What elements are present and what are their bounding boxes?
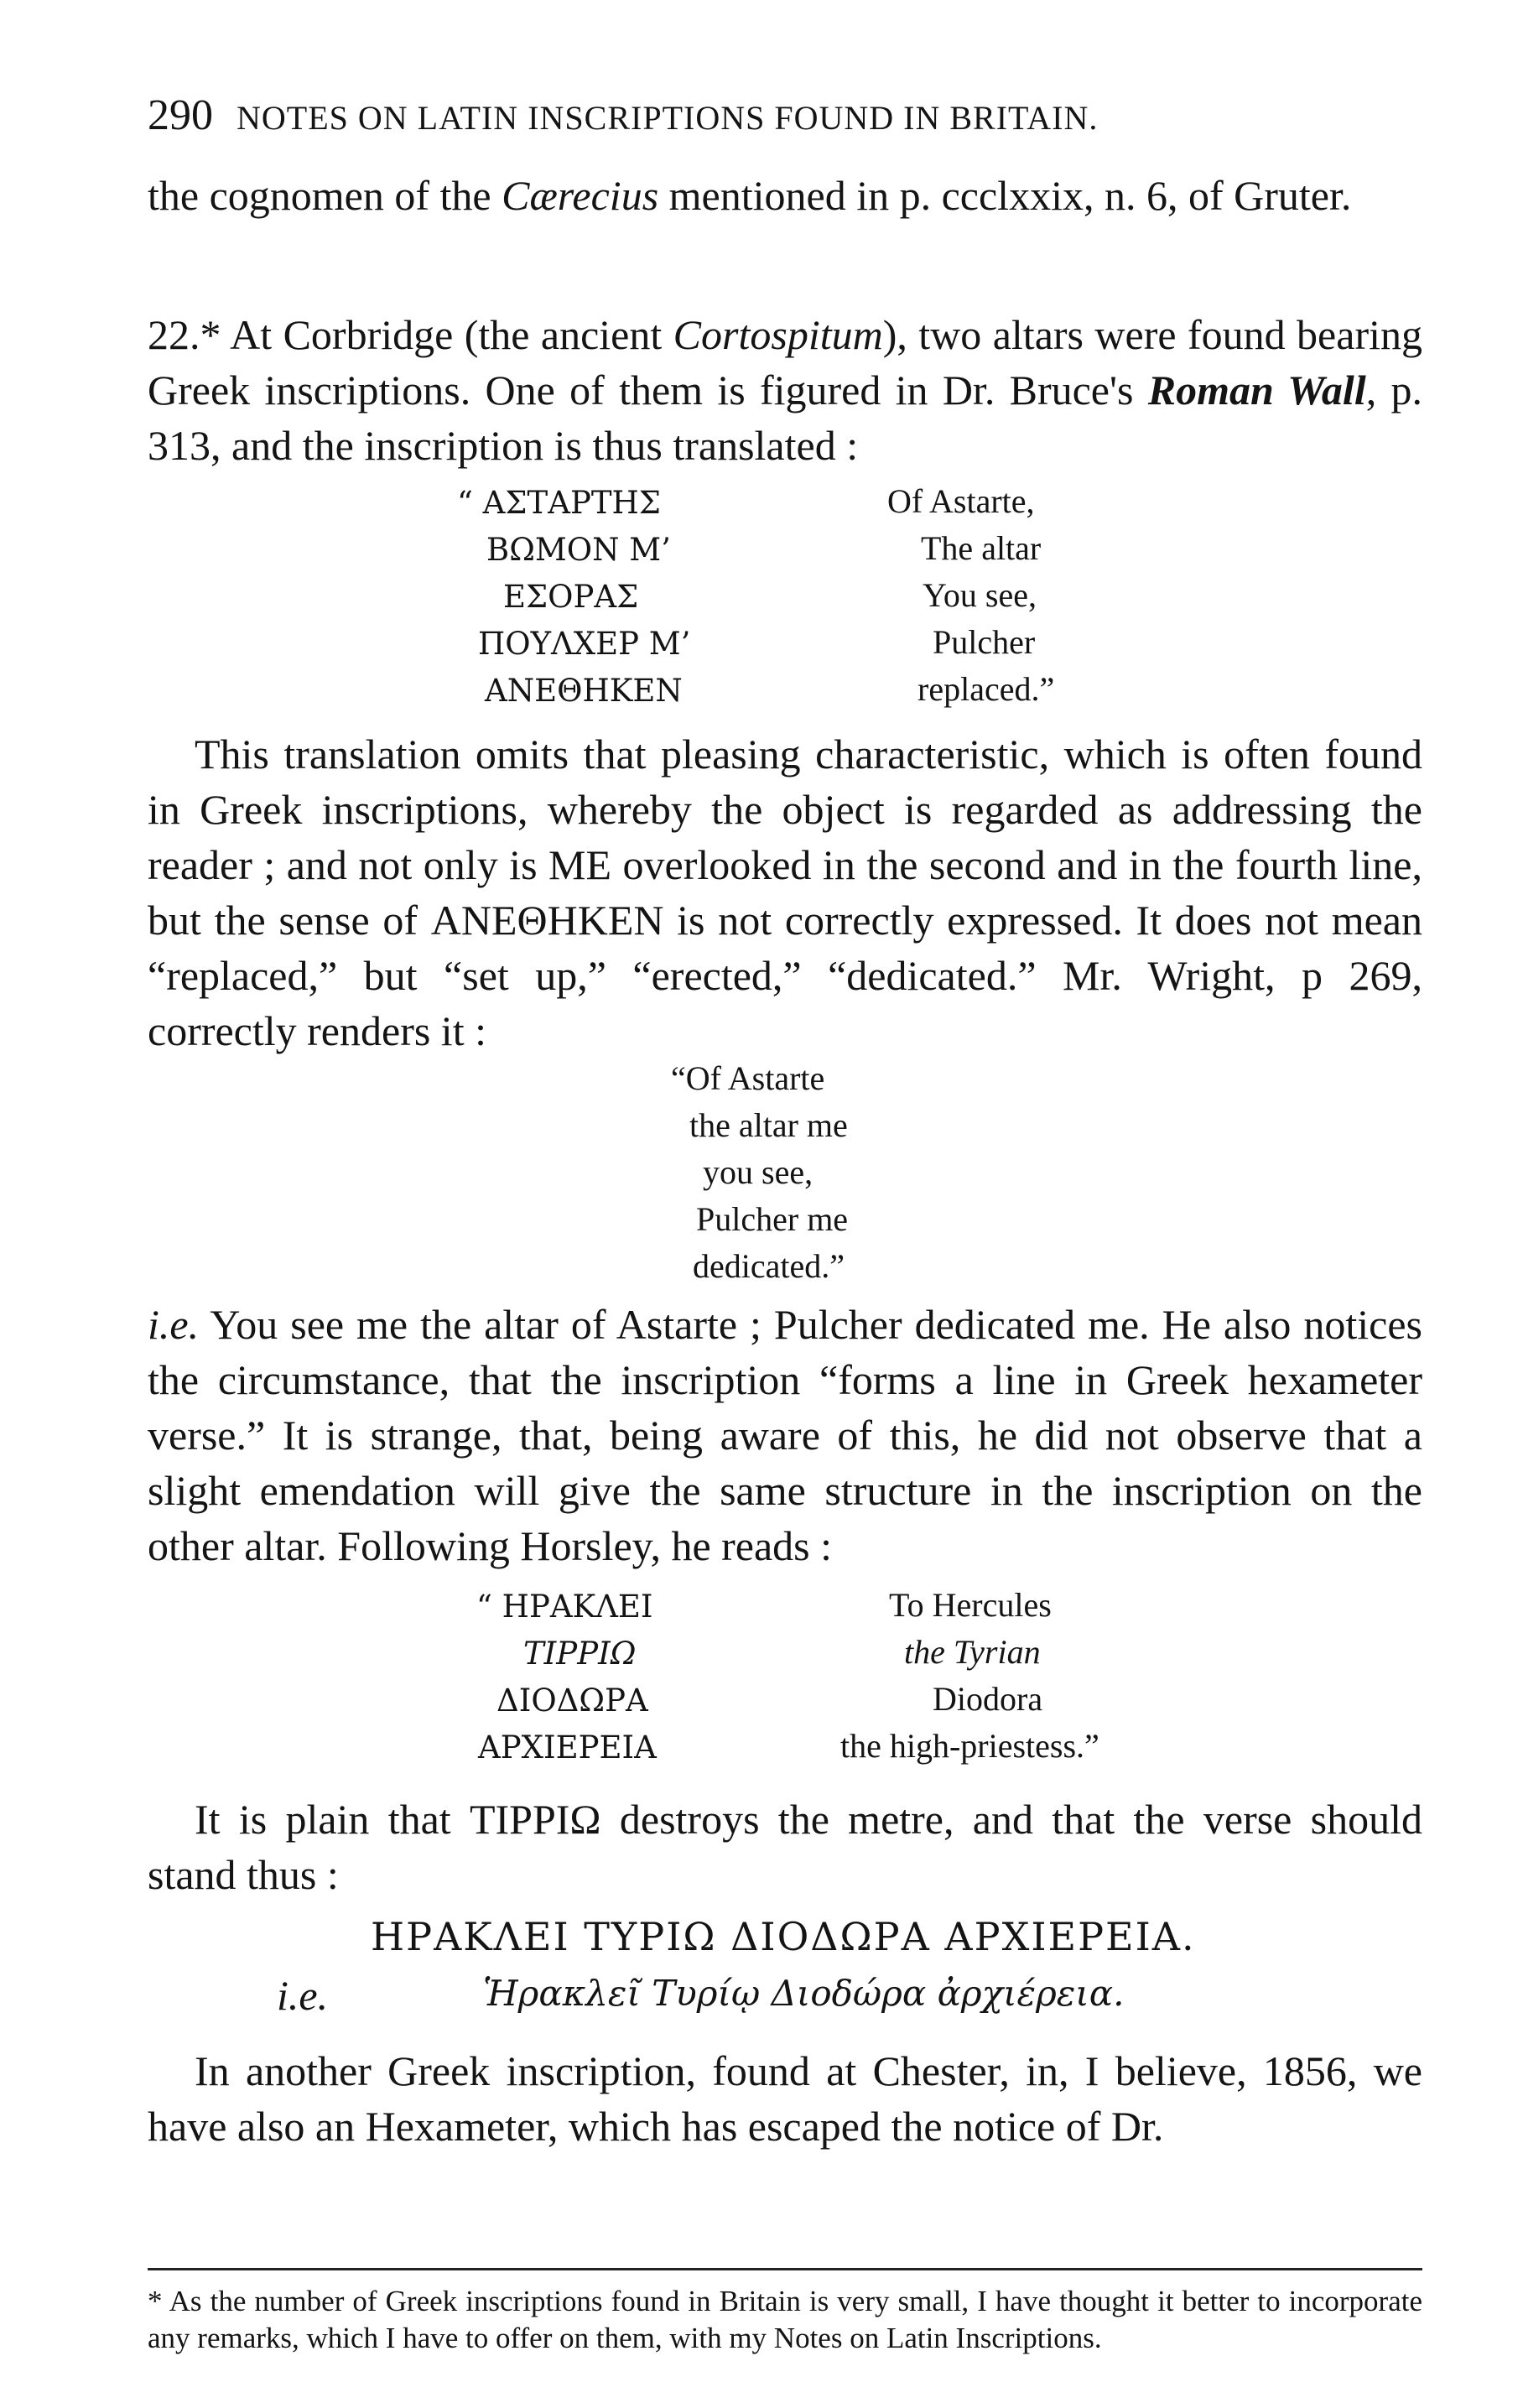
inscr1-english-line-5: replaced.” — [917, 670, 1055, 708]
footnote-rule — [148, 2268, 1422, 2270]
para1-italic: Cærecius — [502, 172, 659, 219]
paragraph-hexameter — [148, 1297, 1422, 1573]
inscr2-greek-line-3: ΔΙΟΔΩΡΑ — [496, 1682, 648, 1719]
running-title: NOTES ON LATIN INSCRIPTIONS FOUND IN BRITAIN. — [237, 99, 1099, 137]
page-number: 290 — [148, 91, 213, 139]
inscr1-greek-line-3: ΕΣΟΡΑΣ — [503, 579, 639, 615]
para2-italic-place: Cortospitum — [673, 311, 883, 358]
inscr2-greek-line-1: “ ΗΡΑΚΛΕΙ — [476, 1589, 653, 1625]
corrected-verse-ie: i.e. — [277, 1972, 329, 2019]
footnote — [148, 2283, 1422, 2357]
running-header — [148, 91, 1098, 140]
para1-text-2: mentioned in p. ccclxxix, n. 6, of Gruter. — [658, 172, 1352, 219]
inscr1-english-line-4: Pulcher — [933, 623, 1036, 661]
inscr1-english-line-3: You see, — [923, 576, 1037, 614]
wright-line-4: Pulcher me — [696, 1200, 849, 1238]
inscr1-english-line-2: The altar — [921, 529, 1042, 567]
para3-text: This translation omits that pleasing characteristic, which is often found in Greek inscriptions, whereby the object is regarded as addressing the reader ; and not only is ΜΕ overlooked in the second and in the fourth line, but the sense of ΑΝΕΘΗΚΕΝ is not correctly expressed. It does not mean “replaced,” but “set up,” “erected,” “dedicated.” Mr. Wright, p 269, correctly renders it : — [148, 731, 1422, 1054]
inscr1-greek-line-4: ΠΟΥΛΧΕΡ Μ’ — [478, 626, 691, 662]
inscr2-english-line-1: To Hercules — [889, 1586, 1052, 1624]
para6-text: In another Greek inscription, found at Chester, in, I believe, 1856, we have also an Hexameter, which has escaped the notice of Dr. — [148, 2047, 1422, 2150]
footnote-text: * As the number of Greek inscriptions found in Britain is very small, I have thought it better to incorporate any remarks, which I have to offer on them, with my Notes on Latin Inscriptions. — [148, 2285, 1422, 2354]
inscr1-greek-line-1: “ ΑΣΤΑΡΤΗΣ — [457, 485, 661, 521]
paragraph-metre — [148, 1792, 1422, 1902]
para2-text-3: , p. 313, and the inscription is thus translated : — [148, 367, 1423, 469]
corrected-verse-minuscule: Ἡρακλεῖ Τυρίῳ Διοδώρα ἀρχιέρεια. — [483, 1973, 1125, 2014]
inscr1-greek-line-2: ΒΩΜΟΝ Μ’ — [486, 532, 671, 568]
corrected-verse-capitals: ΗΡΑΚΛΕΙ ΤΥΡΙΩ ΔΙΟΔΩΡΑ ΑΡΧΙΕΡΕΙΑ. — [371, 1914, 1196, 1959]
inscr1-greek-line-5: ΑΝΕΘΗΚΕΝ — [485, 673, 683, 709]
inscr2-english-line-3: Diodora — [933, 1680, 1043, 1718]
para2-text: 22.* At Corbridge (the ancient — [148, 311, 673, 358]
paragraph-corbridge — [148, 307, 1422, 473]
para1-text: the cognomen of the — [148, 172, 502, 219]
wright-line-5: dedicated.” — [693, 1247, 845, 1285]
para2-text-2: ), two altars were found bearing Greek inscriptions. One of them is figured in Dr. Bruce's — [148, 311, 1422, 413]
wright-line-2: the altar me — [689, 1106, 848, 1144]
inscr2-greek-line-4: ΑΡΧΙΕΡΕΙΑ — [478, 1729, 657, 1766]
inscr1-english-line-1: Of Astarte, — [887, 482, 1035, 520]
para5-text: It is plain that ΤΙΡΡΙΩ destroys the metre, and that the verse should stand thus : — [148, 1796, 1422, 1898]
inscr2-greek-line-2: ΤΙΡΡΙΩ — [523, 1636, 637, 1672]
wright-line-3: you see, — [703, 1153, 813, 1191]
para4-text: You see me the altar of Astarte ; Pulcher dedicated me. He also notices the circumstance, that the inscription “forms a line in Greek hexameter verse.” It is strange, that, being aware of this, he did not observe that a slight emendation will give the same structure in the inscription on the other altar. Following Horsley, he reads : — [148, 1301, 1422, 1569]
paragraph-gruter — [148, 168, 1422, 223]
wright-line-1: “Of Astarte — [671, 1059, 825, 1097]
inscr2-english-line-2: the Tyrian — [904, 1633, 1041, 1671]
para4-ie: i.e. — [148, 1301, 200, 1348]
inscr2-english-line-4: the high-priestess.” — [840, 1727, 1099, 1765]
para2-italic-book: Roman Wall — [1147, 367, 1366, 413]
paragraph-chester — [148, 2043, 1422, 2154]
paragraph-translation-critique — [148, 726, 1422, 1058]
